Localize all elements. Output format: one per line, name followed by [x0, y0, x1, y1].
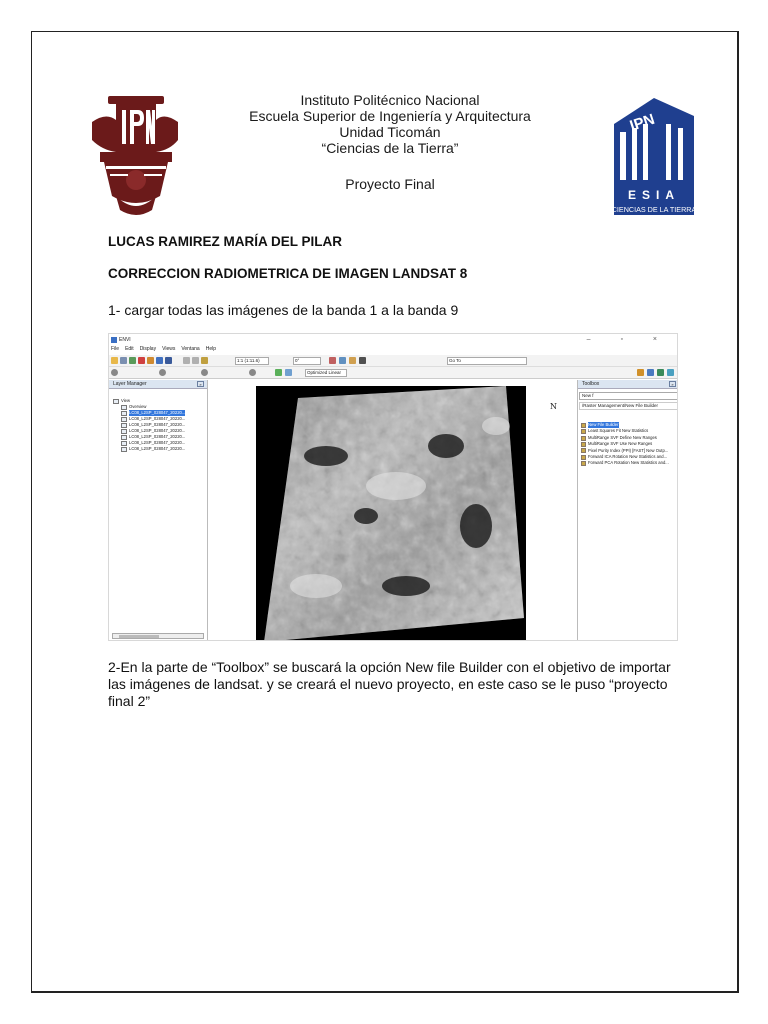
project-label: Proyecto Final: [345, 176, 435, 192]
vector-icon[interactable]: [339, 357, 346, 364]
stretch-dropdown[interactable]: Optimized Linear: [305, 369, 347, 377]
document-title: CORRECCION RADIOMETRICA DE IMAGEN LANDSAT 8: [108, 266, 468, 281]
menu-display[interactable]: Display: [139, 346, 157, 352]
toolbox-collapse-icon[interactable]: »: [669, 381, 676, 387]
tool-icon: [581, 455, 586, 460]
landsat-scene-image: [256, 386, 526, 641]
pin-icon[interactable]: [138, 357, 145, 364]
histogram-icon[interactable]: [275, 369, 282, 376]
menu-help[interactable]: Help: [205, 346, 216, 352]
envi-toolbar-main: [109, 355, 677, 367]
scale-field[interactable]: 1:1 (1:11.6): [235, 357, 269, 365]
tool-icon: [581, 436, 586, 441]
esia-logo-esia: ESIA: [627, 188, 681, 202]
step-1-text: 1- cargar todas las imágenes de la banda 1 a la banda 9: [108, 302, 459, 318]
layer-tree-item[interactable]: LC08_L2SP_028047_20220...: [113, 422, 185, 428]
menu-ventana[interactable]: Ventana: [181, 346, 200, 352]
panel-collapse-icon[interactable]: »: [197, 381, 204, 387]
tool-icon: [581, 448, 586, 453]
tool-icon: [581, 423, 586, 428]
school-name: Escuela Superior de Ingeniería y Arquitectura: [249, 108, 531, 124]
esia-logo-tagline: CIENCIAS DE LA TIERRA: [611, 205, 697, 214]
chart-icon[interactable]: [637, 369, 644, 376]
layer-tree-item[interactable]: LC08_L2SP_028047_20220...: [113, 446, 185, 452]
toolbox-tree: [581, 422, 669, 467]
menu-edit[interactable]: Edit: [125, 346, 134, 352]
open-icon[interactable]: [111, 357, 118, 364]
envi-screenshot: [108, 333, 678, 641]
fit-icon[interactable]: [201, 357, 208, 364]
raster-layer-icon: [121, 447, 127, 452]
layer-tree-item[interactable]: LC08_L2SP_028047_20220...: [113, 440, 185, 446]
scrollbar-thumb[interactable]: [119, 635, 159, 638]
portal-icon[interactable]: [359, 357, 366, 364]
north-arrow-icon: N: [550, 402, 557, 411]
toolbox-search-input[interactable]: New f: [579, 392, 678, 400]
toolbox-path: /Raster Management/New File Builder: [579, 402, 678, 410]
layer-tree-item[interactable]: LC08_L2SP_028047_20220...: [113, 410, 185, 416]
author-name: LUCAS RAMIREZ MARÍA DEL PILAR: [108, 234, 342, 249]
toolbox-item[interactable]: New File Builder: [581, 422, 669, 428]
layer-tree: [113, 398, 185, 452]
toolbox-item[interactable]: Forward PCA Rotation New Statistics and...: [581, 460, 669, 466]
image-view[interactable]: [209, 380, 576, 641]
toolbox-item[interactable]: MultiRange SVF Define New Ranges: [581, 435, 669, 441]
crosshair-icon[interactable]: [329, 357, 336, 364]
sharpen-icon[interactable]: [201, 369, 208, 376]
grid-icon[interactable]: [165, 357, 172, 364]
layer-tree-item[interactable]: View: [113, 398, 185, 404]
image-background: [256, 386, 526, 641]
rotate-field[interactable]: 0°: [293, 357, 321, 365]
envi-toolbar-display: [109, 367, 677, 379]
layer-tree-item[interactable]: LC08_L2SP_028047_20220...: [113, 434, 185, 440]
toolbox-item[interactable]: Forward ICA Rotation New Statistics and...: [581, 454, 669, 460]
envi-menubar: [111, 346, 216, 354]
goto-field[interactable]: Go To: [447, 357, 527, 365]
tool-icon: [581, 461, 586, 466]
select-icon[interactable]: [156, 357, 163, 364]
unit-name: Unidad Ticomán: [339, 124, 441, 140]
layer-manager-header: [109, 380, 207, 389]
menu-views[interactable]: Views: [162, 346, 176, 352]
toolbox-item[interactable]: MultiRange SVF Use New Ranges: [581, 441, 669, 447]
esia-logo-icon: [610, 94, 698, 218]
raster-layer-icon: [121, 435, 127, 440]
toolbox-header: [578, 380, 678, 389]
refresh-icon[interactable]: [285, 369, 292, 376]
raster-layer-icon: [121, 417, 127, 422]
raster-layer-icon: [121, 429, 127, 434]
zoom-out-icon[interactable]: [192, 357, 199, 364]
pan-icon[interactable]: [147, 357, 154, 364]
measure-icon[interactable]: [349, 357, 356, 364]
institution-name: Instituto Politécnico Nacional: [300, 92, 480, 108]
raster-layer-icon: [121, 411, 127, 416]
layer-tree-item[interactable]: Overview: [113, 404, 185, 410]
toolbox-item[interactable]: Least Squares Fit New Statistics: [581, 428, 669, 434]
raster-layer-icon: [121, 441, 127, 446]
globe-icon[interactable]: [667, 369, 674, 376]
layer-icon[interactable]: [129, 357, 136, 364]
ipn-crest-icon: [86, 92, 184, 220]
tool-icon: [581, 429, 586, 434]
raster-layer-icon: [121, 423, 127, 428]
transparency-icon[interactable]: [249, 369, 256, 376]
layer-tree-item[interactable]: LC08_L2SP_028047_20220...: [113, 416, 185, 422]
envi-app-icon: [111, 337, 117, 343]
layer-tree-item[interactable]: LC08_L2SP_028047_20220...: [113, 428, 185, 434]
view-icon: [113, 399, 119, 404]
contrast-icon[interactable]: [159, 369, 166, 376]
motto: “Ciencias de la Tierra”: [321, 140, 459, 156]
tool-icon: [581, 442, 586, 447]
envi-app-name: ENVI: [119, 337, 131, 343]
document-header: [180, 92, 600, 192]
layer-panel-scrollbar[interactable]: [112, 633, 204, 639]
zoom-in-icon[interactable]: [183, 357, 190, 364]
brightness-icon[interactable]: [111, 369, 118, 376]
toolbox-panel: [577, 380, 678, 641]
image-icon[interactable]: [647, 369, 654, 376]
layer-manager-title: Layer Manager: [113, 381, 147, 387]
data-manager-icon[interactable]: [120, 357, 127, 364]
map-icon[interactable]: [657, 369, 664, 376]
toolbox-item[interactable]: Pixel Purity Index (PPI) [FAST] New Outp...: [581, 448, 669, 454]
envi-titlebar: [109, 334, 677, 346]
menu-file[interactable]: File: [111, 346, 120, 352]
toolbox-title: Toolbox: [582, 381, 600, 387]
layer-manager-panel: [109, 380, 208, 641]
overview-icon: [121, 405, 127, 410]
esia-logo-ipn: IPN: [627, 110, 657, 135]
step-2-text: 2-En la parte de “Toolbox” se buscará la opción New file Builder con el objetivo de importar las imágenes de landsat. y se creará el nuevo proyecto, en este caso se le puso “proyecto final 2”: [108, 659, 671, 709]
window-controls[interactable]: – ▫ ×: [586, 336, 671, 343]
